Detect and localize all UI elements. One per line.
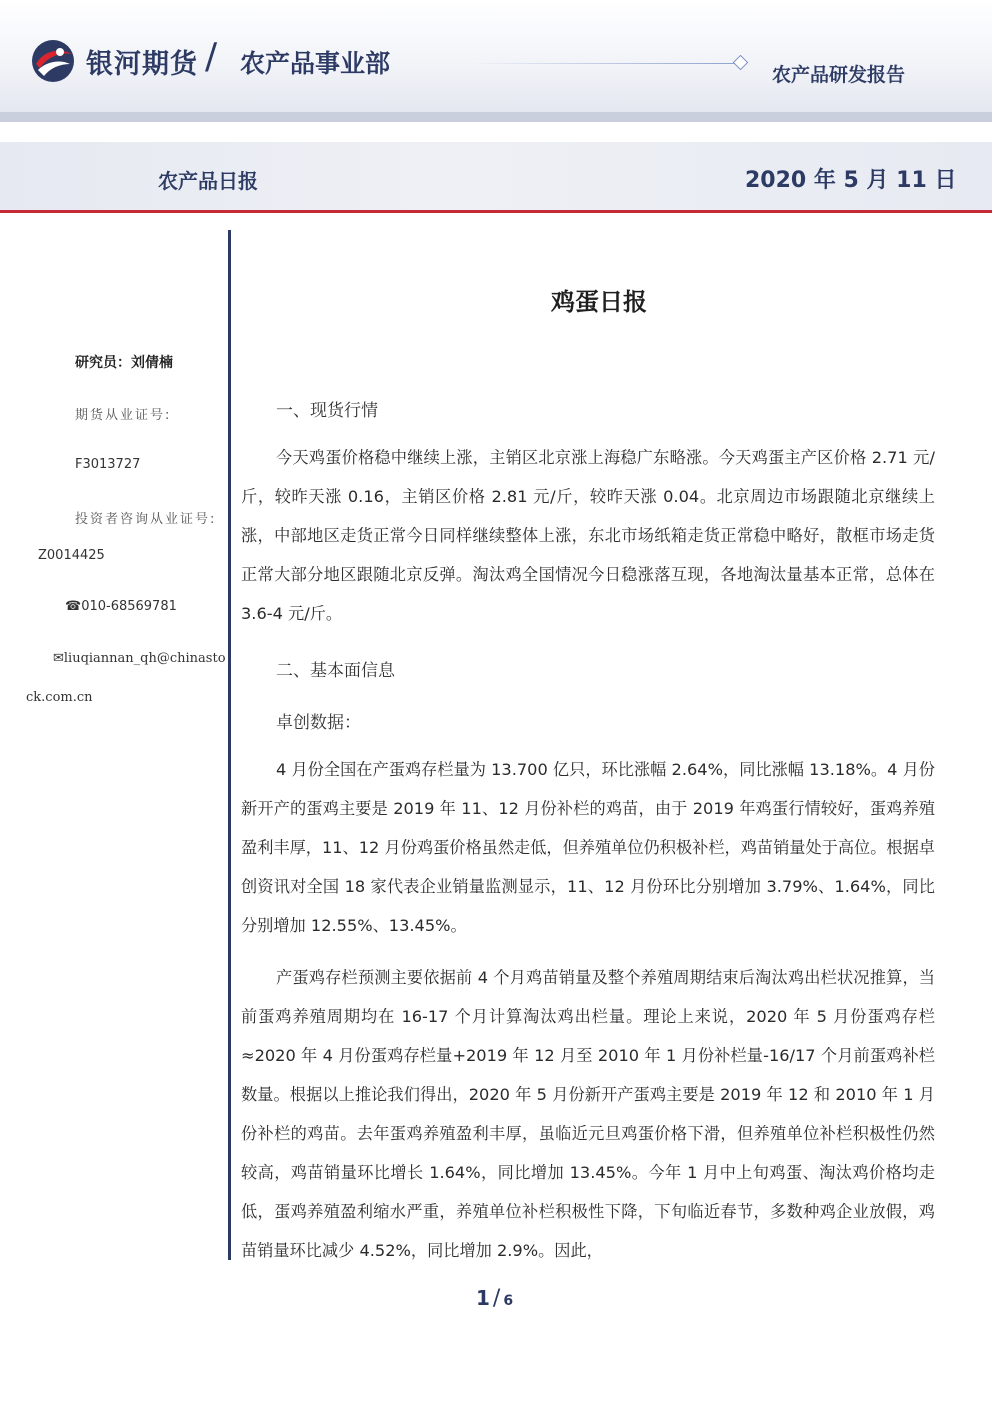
section-heading-fundamentals: 二、基本面信息	[276, 661, 395, 681]
current-page: 1	[476, 1286, 490, 1310]
advisor-cert-label: 投资者咨询从业证号:	[75, 512, 217, 527]
title-band-accent	[0, 210, 992, 213]
email-address-continued[interactable]: ck.com.cn	[26, 690, 93, 705]
phone-number: ☎010-68569781	[65, 599, 177, 614]
header-stripe	[0, 112, 992, 122]
page-indicator	[476, 1286, 513, 1311]
researcher-name: 研究员：刘倩楠	[75, 355, 173, 371]
document-title: 鸡蛋日报	[551, 288, 647, 316]
page-separator: /	[492, 1286, 501, 1311]
paragraph-inventory-forecast: 产蛋鸡存栏预测主要依据前 4 个月鸡苗销量及整个养殖周期结束后淘汰鸡出栏状况推算，当前蛋鸡养殖周期均在 16-17 个月计算淘汰鸡出栏量。理论上来说，2020 年 5 月份蛋鸡存栏≈2020 年 4 月份蛋鸡存栏量+2019 年 12 月至 2010 年 1 月份补栏量-16/17 个月前蛋鸡补栏数量。根据以上推论我们得出，2020 年 5 月份新开产蛋鸡主要是 2019 年 12 和 2010 年 1 月份补栏的鸡苗。去年蛋鸡养殖盈利丰厚，虽临近元旦鸡蛋价格下滑，但养殖单位补栏积极性仍然较高，鸡苗销量环比增长 1.64%，同比增加 13.45%。今年 1 月中上旬鸡蛋、淘汰鸡价格均走低，蛋鸡养殖盈利缩水严重，养殖单位补栏积极性下降，下旬临近春节，多数种鸡企业放假，鸡苗销量环比减少 4.52%，同比增加 2.9%。因此，	[241, 968, 935, 1260]
total-pages: 6	[503, 1293, 514, 1309]
futures-cert-label: 期货从业证号:	[75, 408, 172, 423]
futures-cert-value: F3013727	[75, 457, 141, 472]
report-type: 农产品研发报告	[772, 64, 906, 86]
email-address[interactable]: ✉liuqiannan_qh@chinasto	[53, 651, 226, 666]
data-source-label: 卓创数据：	[276, 713, 361, 733]
galaxy-logo-icon	[30, 38, 76, 84]
section-heading-spot: 一、现货行情	[276, 401, 378, 421]
brand-name: 银河期货	[86, 49, 198, 80]
paragraph-layer-inventory: 4 月份全国在产蛋鸡存栏量为 13.700 亿只，环比涨幅 2.64%，同比涨幅 13.18%。4 月份新开产的蛋鸡主要是 2019 年 11、12 月份补栏的鸡苗，由于 2019 年鸡蛋行情较好，蛋鸡养殖盈利丰厚，11、12 月份鸡蛋价格虽然走低，但养殖单位仍积极补栏，鸡苗销量处于高位。根据卓创资讯对全国 18 家代表企业销量监测显示，11、12 月份环比分别增加 3.79%、1.64%，同比分别增加 12.55%、13.45%。	[241, 760, 935, 935]
brand-separator: /	[205, 36, 218, 77]
column-divider	[228, 230, 231, 1260]
advisor-cert-value: Z0014425	[38, 548, 105, 563]
decorative-line	[470, 63, 735, 64]
department-name: 农产品事业部	[240, 49, 391, 78]
paragraph-spot-market: 今天鸡蛋价格稳中继续上涨，主销区北京涨上海稳广东略涨。今天鸡蛋主产区价格 2.71 元/斤，较昨天涨 0.16，主销区价格 2.81 元/斤，较昨天涨 0.04。北京周边市场跟随北京继续上涨，中部地区走货正常今日同样继续整体上涨，东北市场纸箱走货正常稳中略好，散框市场走货正常大部分地区跟随北京反弹。淘汰鸡全国情况今日稳涨落互现，各地淘汰量基本正常，总体在 3.6-4 元/斤。	[241, 448, 935, 623]
report-date: 2020 年 5 月 11 日	[745, 168, 957, 193]
daily-report-label: 农产品日报	[158, 169, 258, 193]
